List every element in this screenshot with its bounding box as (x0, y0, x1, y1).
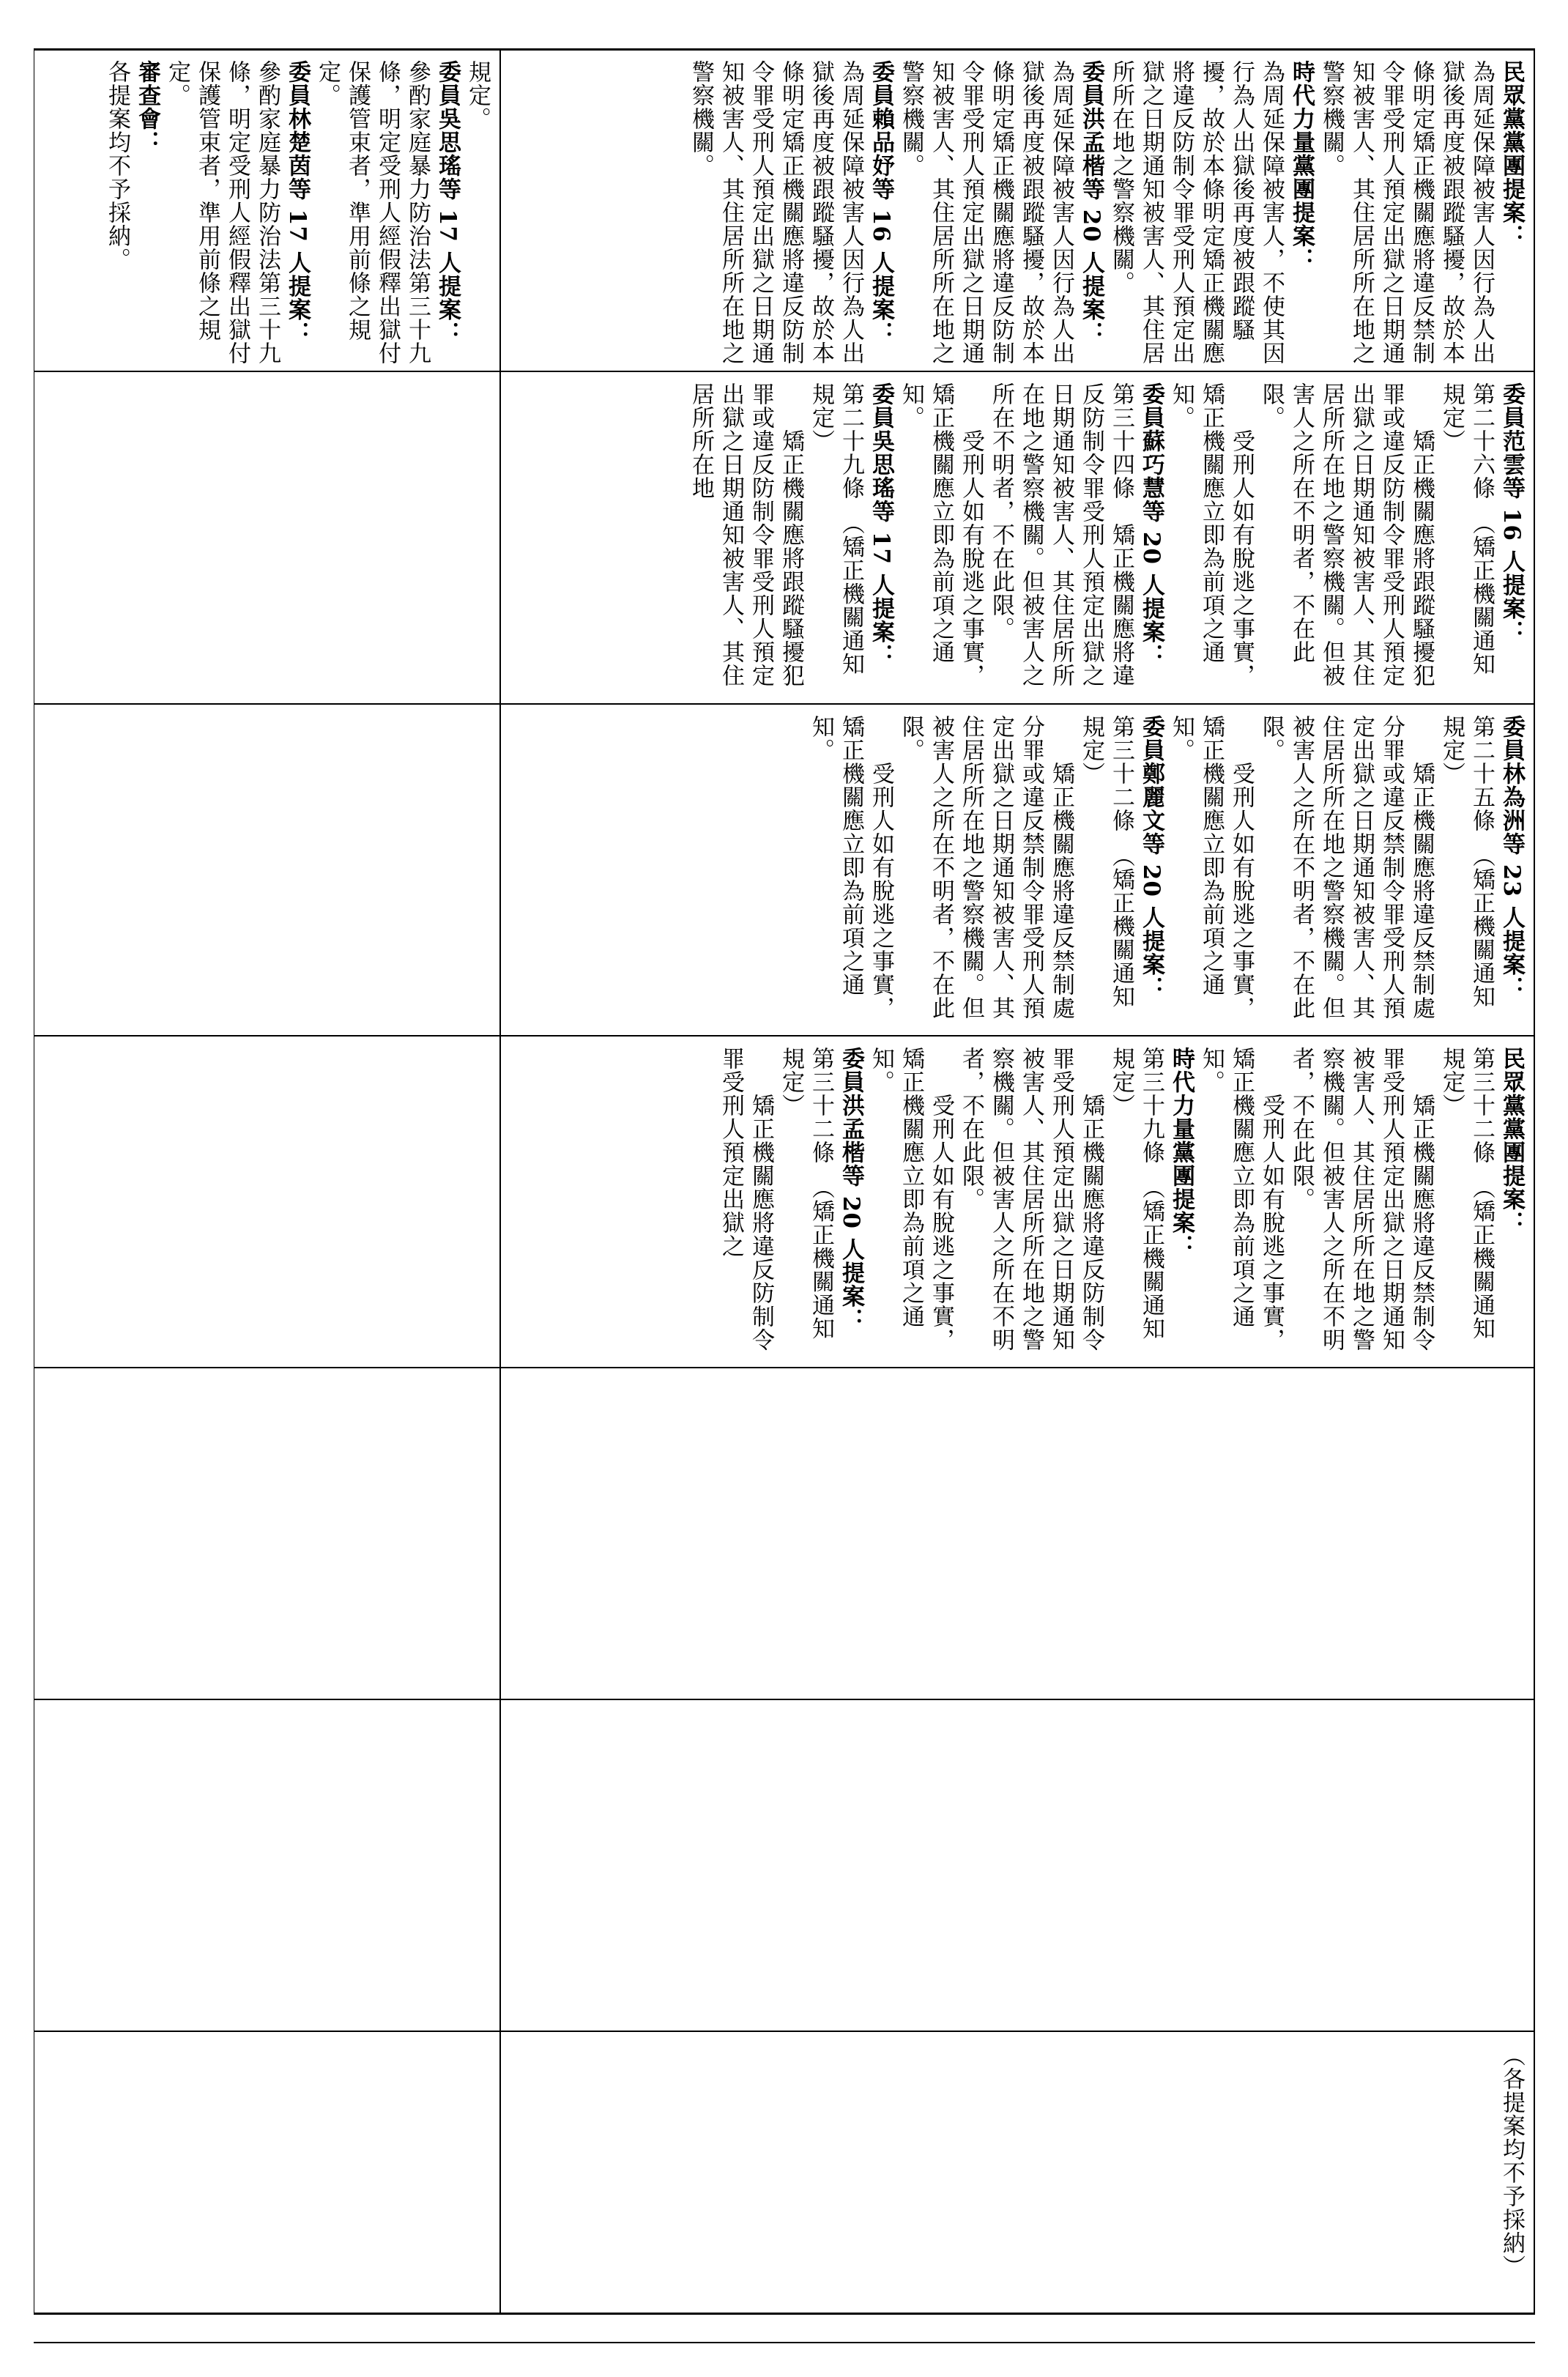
proposal-text: 矯正機關應將違反禁制處分罪或違反禁制令罪受刑人預定出獄之日期通知被害人、其住居所所在地之警察機關。但被害人之所在不明者，不在此限。 (1258, 715, 1435, 1020)
proposal-heading: 時代力量黨團提案： (1288, 60, 1315, 271)
proposal-text: 矯正機關應將違反禁制令罪受刑人預定出獄之日期通知被害人、其住居所所在地之警察機關。但被害人之所在不明者，不在此限。 (1288, 1047, 1435, 1351)
proposal-text: 為周延保障被害人因行為人出獄後再度被跟蹤騷擾，故於本條明定矯正機關應將違反防制令罪受刑人預定出獄之日期通知被害人、其住居所所在地之警察機關。 (688, 60, 864, 365)
col-sep-1 (34, 371, 1535, 372)
cell-row2-col4 (508, 1047, 1526, 1362)
proposal-text: 矯正機關應將違反防制令罪受刑人預定出獄之日期通知被害人、其住居所所在地之警察機關。但被害人之所在不明者，不在此限。 (958, 1047, 1104, 1351)
proposal-heading: 委員蘇巧慧等 20 人提案： (1138, 382, 1164, 667)
proposal-heading: 委員吳思瑤等 17 人提案： (434, 60, 461, 345)
proposal-text: 矯正機關應將違反禁制處分罪或違反禁制令罪受刑人預定出獄之日期通知被害人、其住居所所在地之警察機關。但被害人之所在不明者，不在此限。 (898, 715, 1074, 1020)
proposal-heading: 委員范雲等 16 人提案： (1498, 382, 1525, 644)
proposal-heading: 時代力量黨團提案： (1168, 1047, 1194, 1258)
col-sep-4 (34, 1367, 1535, 1368)
proposal-heading: 委員鄭麗文等 20 人提案： (1138, 715, 1164, 1000)
proposal-text: 矯正機關應將跟蹤騷擾犯罪或違反防制令罪受刑人預定出獄之日期通知被害人、其住居所所在地 (688, 382, 804, 687)
table-bottom-border (34, 2342, 1535, 2343)
proposal-text: 受刑人如有脫逃之事實，矯正機關應立即為前項之通知。 (868, 1047, 954, 1351)
table-right-border (1534, 48, 1535, 2314)
proposal-text: 受刑人如有脫逃之事實，矯正機關應立即為前項之通知。 (898, 382, 984, 687)
proposal-text: 受刑人如有脫逃之事實，矯正機關應立即為前項之通知。 (808, 715, 894, 1020)
proposal-heading: 委員賴品妤等 16 人提案： (868, 60, 894, 345)
proposal-text: 受刑人如有脫逃之事實，矯正機關應立即為前項之通知。 (1168, 382, 1255, 687)
proposal-text: 矯正機關應將跟蹤騷擾犯罪或違反防制令罪受刑人預定出獄之日期通知被害人、其住居所所在地之警察機關。但被害人之所在不明者，不在此限。 (1258, 382, 1435, 687)
proposal-text: 為周延保障被害人因行為人出獄後再度被跟蹤騷擾，故於本條明定矯正機關應將違反防制令罪受刑人預定出獄之日期通知被害人、其住居所所在地之警察機關。 (898, 60, 1074, 365)
proposal-text: 第三十四條 矯正機關應將違反防制令罪受刑人預定出獄之日期通知被害人、其住居所所在地之警察機關。但被害人之所在不明者，不在此限。 (988, 382, 1134, 687)
proposal-text: 第三十二條 （矯正機關通知規定） (778, 1047, 834, 1340)
proposal-text: 第二十五條 （矯正機關通知規定） (1438, 715, 1495, 1009)
col-sep-6 (34, 2031, 1535, 2032)
cell-row2-col7 (508, 2044, 1526, 2307)
proposal-text: 第三十二條 （矯正機關通知規定） (1078, 715, 1134, 1009)
table-top-border (34, 48, 1535, 51)
row-divider (499, 48, 501, 2314)
proposal-text: 參酌家庭暴力防治法第三十九條，明定受刑人經假釋出獄付保護管束者，準用前條之規定。 (164, 60, 280, 365)
proposal-text: 參酌家庭暴力防治法第三十九條，明定受刑人經假釋出獄付保護管束者，準用前條之規定。 (314, 60, 431, 365)
proposal-text: 受刑人如有脫逃之事實，矯正機關應立即為前項之通知。 (1168, 715, 1255, 1020)
proposal-text: 規定。 (464, 60, 491, 130)
proposal-text: 受刑人如有脫逃之事實，矯正機關應立即為前項之通知。 (1198, 1047, 1285, 1351)
proposal-heading: 委員吳思瑤等 17 人提案： (868, 382, 894, 667)
col-sep-5 (34, 1699, 1535, 1700)
proposal-heading: 民眾黨黨團提案： (1498, 1047, 1525, 1234)
proposal-text: 第三十二條 （矯正機關通知規定） (1438, 1047, 1495, 1340)
proposal-text: 為周延保障被害人，不使其因行為人出獄後再度被跟蹤騷擾，故於本條明定矯正機關應將違反防制令罪受刑人預定出獄之日期通知被害人、其住居所所在地之警察機關。 (1108, 60, 1285, 365)
proposal-heading: 委員洪孟楷等 20 人提案： (838, 1047, 864, 1332)
proposal-text: 矯正機關應將違反防制令罪受刑人預定出獄之 (718, 1047, 774, 1351)
proposal-heading: 委員林為洲等 23 人提案： (1498, 715, 1525, 1000)
cell-row2-col3 (508, 715, 1526, 1030)
col-sep-3 (34, 1035, 1535, 1037)
proposal-heading: 委員林楚茵等 17 人提案： (284, 60, 311, 345)
proposal-text: 第二十九條 （矯正機關通知規定） (808, 382, 864, 676)
proposal-text: 為周延保障被害人因行為人出獄後再度被跟蹤騷擾，故於本條明定矯正機關應將違反禁制令罪受刑人預定出獄之日期通知被害人、其住居所所在地之警察機關。 (1318, 60, 1495, 365)
cell-row1-col1 (44, 60, 492, 366)
proposal-heading: 審查會： (134, 60, 160, 154)
col-sep-2 (34, 703, 1535, 705)
proposal-text: 第二十六條 （矯正機關通知規定） (1438, 382, 1495, 676)
proposal-heading: 民眾黨黨團提案： (1498, 60, 1525, 248)
proposal-text: 第三十九條 （矯正機關通知規定） (1108, 1047, 1164, 1340)
proposal-heading: 委員洪孟楷等 20 人提案： (1078, 60, 1104, 345)
proposal-text: 各提案均不予採納。 (104, 60, 130, 271)
cell-row2-col2 (508, 382, 1526, 697)
proposal-text: （各提案均不予採納） (1498, 2044, 1525, 2278)
table-row-divider (34, 2313, 1535, 2315)
cell-row2-col1 (508, 60, 1526, 366)
